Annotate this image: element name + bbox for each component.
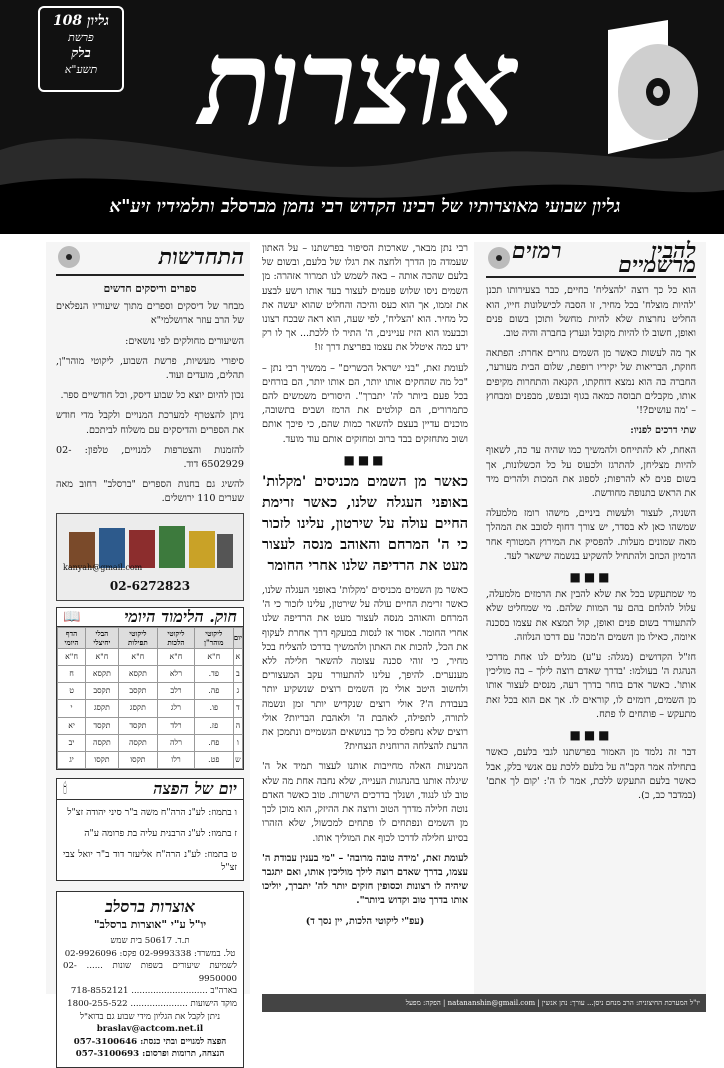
table-cell: תקסה	[86, 734, 119, 751]
table-cell: י	[58, 700, 86, 717]
news-paragraph: להזמנות והצטרפות למנויים, טלפון: 02-6502929 דוד.	[56, 444, 244, 471]
daily-study-box	[56, 607, 244, 771]
table-cell: רלה	[158, 734, 195, 751]
table-cell: פו.	[194, 700, 233, 717]
table-cell: תקסו	[86, 752, 119, 769]
article-paragraph: לעומת זאת, 'מידה טובה מרובה' – "מי בענין עבודת ה' עצמו, בדרך שאדם רוצה לילך מוליכין אותו, ואם יתגבר שיהיה לו רצונות וכסופין חזקים יותר לה' יתברך, יוליכו אותו בדרך טוב וקדוש ביותר".	[262, 852, 468, 907]
article-paragraph: המניעות האלה מחייבות אותנו לעצור תמיד אל ה' שיגלה אותנו בהנהגות הענייה, שלא נחבה אחת מה שלא טוב לנו לנגוד, ושנלך בדרכים הישרות. טוב כאשר האדם נוטה חלילה מדרך הטוב ורוצה את ההיזק, הוא מוכן לכך מן השמים ונפתחים לו פתחים למכשול, שלא הזהרו בסיוע חלילה לדרכו לכוף את המוליך אותו.	[262, 761, 468, 844]
table-row	[58, 700, 243, 717]
main-article-column	[486, 238, 696, 809]
news-subheading: ספרים ודיסקים חדשים	[103, 283, 197, 295]
yahrzeit-title: יום של הפצה	[153, 779, 237, 799]
news-paragraph: ניתן להצטרף למערכת המנויים ולקבל מדי חודש את הספרים והדיסקים עם משלוח לביתכם.	[56, 410, 244, 436]
news-paragraph: נכון להיום יוצא כל שבוע דיסק, וכל חודשיים ספר.	[60, 390, 244, 402]
section-separator: ■■■	[569, 570, 613, 585]
article-title: להבין רמזים מרשמיים	[512, 238, 696, 279]
table-cell: רלב	[158, 683, 195, 700]
table-cell: תקסו	[118, 752, 157, 769]
news-paragraph: סיפורי מעשיות, פרשת השבוע, ליקוטי מוהר"ן, תהלים, מועדים ועוד.	[56, 355, 244, 382]
news-title: התחדשות	[158, 243, 244, 270]
masthead-title: אוצרות	[200, 13, 516, 152]
publisher-logo: אוצרות ברסלב	[105, 897, 195, 917]
table-cell: ב	[233, 666, 242, 683]
parasha-name: בלק	[71, 46, 91, 61]
article-paragraph: הוא כל כך רוצה 'להצליח' בחיים, כבר בצעירותו תכנן 'להיות מוצלח' בכל מחיר, זו הסבה לכישלונות חייו, הוא החליט נחרצות שלא להיות מחשל ותוכן בשום פנים ואופן, חשוב לו להיות מקובל ונערץ בחברה והיה טוב.	[486, 285, 696, 340]
table-cell: ח"א	[118, 648, 157, 665]
cd-logo-icon	[598, 20, 702, 154]
article-paragraph: לעומת זאת, "בני ישראל הכשרים" – ממשיך רבי נתן – "כל מה שהחקים אותו יותר, הם אותו יותר, הם בורחים בכל פעם ביותר לה' יתברך". היסורים משמשים להם כתמרורים, הם קולטים את הרמז ושבים בתשובה, מוכנים עדיין בעצם להשאר כמות שהם, כי פיכך אותם ושוב מתחזקים בבד ברוב ומחזקים אותם עוד מועד.	[262, 362, 468, 445]
table-cell: רלד	[158, 717, 195, 734]
table-header: יום	[233, 627, 242, 648]
table-cell: ה	[233, 717, 242, 734]
table-cell: יא	[58, 717, 86, 734]
table-cell: תקסה	[118, 734, 157, 751]
article-header	[486, 238, 696, 279]
contact-line: בארה"ב ............................ 718-8552121	[70, 986, 237, 997]
ad-email: kanyah@gmail.com	[63, 563, 143, 573]
publisher-email[interactable]: braslav@actcom.net.il	[96, 1024, 204, 1035]
table-row	[58, 666, 243, 683]
contact-line: מוקד הישועות ..................... 1800-255-522	[67, 999, 237, 1010]
table-cell: תקסב	[86, 683, 119, 700]
yahrzeit-header	[57, 779, 243, 800]
table-cell: ח"א	[86, 648, 119, 665]
table-cell: תקסג	[118, 700, 157, 717]
books-advertisement[interactable]	[56, 513, 244, 601]
yahrzeit-box	[56, 778, 244, 881]
table-cell: ט	[58, 683, 86, 700]
daily-study-header	[57, 608, 243, 627]
article-paragraph: השניה, לעצור ולעשות ביניים, מישהו רומז מלמעלה שמשהו כאן לא בסדר, יש צורך דחוף לסובב את המהלך מאה שמונים מעלות. להפסיק את המירוץ המטורף אחר הדמיון הכוזב ולהתחיל להשקיע בנשמה שישאר לעד.	[486, 508, 696, 562]
issue-box	[38, 6, 124, 92]
table-row	[58, 717, 243, 734]
donations-phone: הנצחה, תרומות ופרסום: 057-3100693	[75, 1049, 225, 1060]
table-cell: ח"א	[158, 648, 195, 665]
contact-line: לשמיעת שיעורים בשפות שונות ...... 02-9950000	[63, 961, 237, 984]
table-header: ליקוטי מוהר"ן	[194, 627, 233, 648]
publisher-name: יו"ל ע"י "אוצרות ברסלב"	[93, 918, 207, 932]
article-paragraph: האחת, לא להתייחס ולהמשיך כמו שהיה עד כה, לשאוף להיות מצליחן, להתרגז ולכעוס על כל הכשלונות, אך בשום פנים לא להרפות; לספוג את המכות ולהרים מיד את הראש בתנופה מחודשת.	[486, 445, 696, 500]
article-paragraph: אך מה לעשות כאשר מן השמים גוזרים אחרת: הפתאה חוזקת, הבריאות של יקיריו רופפת, שלום הבית מעורער, החברה בה הוא נמצא דוחקתו, הקנאה והתחרות מקיפים אותו, מקבלים תבוסה כמאה בגוף ובנפש, מבפנים ומבחוץ – 'מה עושים?!'	[486, 348, 696, 417]
daily-study-title: חוק. הלימוד היומי	[124, 606, 237, 626]
table-cell: רלג	[158, 700, 195, 717]
table-cell: ג	[233, 683, 242, 700]
table-cell: ו	[233, 734, 242, 751]
table-cell: ש	[233, 752, 242, 769]
article-paragraph: כאשר מן השמים מכניסים 'מקלות' באופני העגלה שלנו, כאשר זרימת החיים עולה על שירטון, עלינו לזכור כי ה' המרחם והאוהב מנסה לעצור מעט את הרדיפה שלנו אחרי החומר. אסור אז לנסות במעקף דרך אחרת לעקוף את הכל, להכות את האתון ולהמשיך בדרכו להצליח בכל מחיר, כי זוהי סכנה עצומה להשאר חלילה ללא מענערים. להיפך, עלינו להתעורר עקב המעצורים ולחשוב היטב אולי מן השמים רוצים שנשקיע יותר בעבודת ה'? אולי רוצים שנקדיש יותר זמן ונשמה לתורה, לתפילה, לאהבת ה' ולאהבת הבריות? אולי רוצים שלא נחפלס כל כך בנושאים הגשמיים ונתמכן את הדעת להצלחה הרוחנית הנצחית?	[262, 585, 468, 753]
table-cell: תקסד	[86, 717, 119, 734]
table-cell: פח.	[194, 734, 233, 751]
table-cell: רלו	[158, 752, 195, 769]
table-cell: פז.	[194, 717, 233, 734]
publisher-phone: טל. במשרד: 02-9993338 פקס: 02-9926096	[64, 948, 236, 959]
pull-quote: כאשר מן השמים מכניסים 'מקלות' באופני העגלה שלנו, כאשר זרימת החיים עולה על שירטון, עלינו לזכור כי ה' המרחם והאוהב מנסה לעצור מעט את הרדיפה שלנו אחרי החומר	[262, 473, 468, 575]
news-header	[56, 242, 244, 276]
issue-number: גליון 108	[52, 13, 110, 29]
sidebar-column	[56, 242, 244, 1068]
table-cell: תקסא	[86, 666, 119, 683]
table-cell: ד	[233, 700, 242, 717]
table-cell: תקסב	[118, 683, 157, 700]
masthead-subtitle: גליון שבועי מאוצרותיו של רבינו הקדוש רבי נחמן מברסלב ותלמידיו זיע"א	[109, 196, 621, 217]
table-header: ליקוטי תפילות	[118, 627, 157, 648]
table-cell: יב	[58, 734, 86, 751]
yahrzeit-entry: ו בתמוז: לע"נ הרה"ח משה ב"ר סיני יהודה זצ"ל	[67, 807, 237, 819]
article-paragraph: חז"ל הקדושים (מגלה: ע"ע) מגלים לנו אחת מדרכי הנהגת ה' בעולמו: 'בדרך שאדם רוצה לילך – בה מוליכין אותו'. כאשר אדם בוחר בדרך רעה, מנסים לעצור אותו מן השמים, רומזים לו, קוראים לו. אך אם הוא בכל זאת מתעקש – פותחים לו פתח.	[486, 652, 696, 720]
table-row	[58, 648, 243, 665]
article-paragraph: רבי נתן מבאר, שארכות הסיפור בפרשתנו – על האתון שעמדה מן הדרך ולחצה את רגלו של בלעם, ובשום של בלעם שהכה אותה – באה לשמש לנו תמרור אזהרה: מן השמים ניסו שלוש פעמים לעצור בעד אותו רשע לבצע את זממו, אך הוא כעס והיכה והחליט שהוא יעשה את כל מחיר. הוא 'הצליח', לפי שעה, הוא ראה שבכח רצונו וכבעמו הוא הזיז עניינים, ה' התיר לו ללכת... אך לו רק ידע כמה איטלל את עצמו בפריצת דרך זו!	[262, 243, 468, 354]
yahrzeit-entry: ז בתמוז: לע"נ הרבנית עליה בת פרומה ע"ה	[84, 828, 237, 840]
table-header: הבלי יחיצלי	[86, 627, 119, 648]
article-paragraph: מי שמתעקש בכל את שלא להבין את הרמזים מלמעלה, עלול להלחם בהם עד המוות שלהם. מי שמחליט שלא להתעורר בשום פנים ואופן, קול תמצא את עצמו בסכנה איומה, כאילו מן השמים ה'מכה' עם דרכו הנלוזה.	[486, 589, 696, 643]
article-paragraph: דבר זה נלמד מן האמור בפרשתנו לגבי בלעם, כאשר בתחילה אמר הקב"ה על בלעם ללכת עם אנשי בלק, אבל כאשר בלעם התעקש ללכת, אמר לו ה': 'קום לך אתם' (במדבר כב, כ).	[486, 747, 696, 801]
article-continuation-column	[262, 242, 468, 935]
table-cell: תקסא	[118, 666, 157, 683]
candle-icon: 🕯	[63, 781, 67, 798]
article-paragraph: שתי דרכים לפניו:	[630, 425, 696, 437]
table-cell: פד.	[194, 666, 233, 683]
table-cell: ח	[58, 666, 86, 683]
table-cell: פה.	[194, 683, 233, 700]
table-cell: ח"א	[58, 648, 86, 665]
source-citation: (עפ"י ליקוטי הלכות, יין נסך ד)	[305, 915, 425, 927]
table-row	[58, 734, 243, 751]
publisher-address: ת.ד. 50617 בית שמש	[110, 936, 190, 947]
section-separator: ■■■	[343, 452, 387, 467]
publisher-box	[56, 891, 244, 1068]
news-paragraph: להשיג גם בחנות הספרים "ברסלב" רחוב מאה שערים 110 ירושלים.	[56, 479, 244, 505]
daily-study-table	[57, 627, 243, 769]
masthead	[0, 0, 724, 234]
table-cell: תקסד	[118, 717, 157, 734]
table-cell: ח"א	[194, 648, 233, 665]
table-row	[58, 683, 243, 700]
table-header: הדף היומי	[58, 627, 86, 648]
news-paragraph: השיעורים מחולקים לפי נושאים:	[125, 335, 244, 347]
table-row	[58, 752, 243, 769]
section-separator: ■■■	[569, 728, 613, 743]
issue-year: תשע"א	[64, 63, 98, 76]
credits-bar: יו"ל המערכת החיצונית: הרב מנחם ניסן... עורך: נתן אנשין | natananshin@gmail.com | הפקה: מפעל	[262, 994, 706, 1012]
email-note: ניתן לקבל את הגליון מידי שבוע גם בדוא"ל	[79, 1011, 221, 1022]
table-cell: תקסג	[86, 700, 119, 717]
table-cell: א	[233, 648, 242, 665]
ad-phone: 02-6272823	[109, 579, 191, 594]
table-cell: רלא	[158, 666, 195, 683]
distribution-phone: הפצה למנויים ובתי כנסת: 057-3100646	[73, 1036, 227, 1047]
cd-icon	[486, 245, 512, 271]
news-paragraph: מבחר של דיסקים וספרים מתוך שיעוריו הנפלאים של הרב עוזר ארושלמי"א	[56, 301, 244, 327]
cd-icon	[56, 244, 82, 270]
yahrzeit-entry: ט בתמוז: לע"נ הרה"ח אליעזר דוד ב"ר יואל צבי זצ"ל	[63, 849, 237, 874]
table-cell: פט.	[194, 752, 233, 769]
table-header: ליקוטי הלכות	[158, 627, 195, 648]
parasha-label: פרשת	[68, 31, 94, 44]
book-icon: 📖	[63, 608, 81, 625]
table-cell: יג	[58, 752, 86, 769]
